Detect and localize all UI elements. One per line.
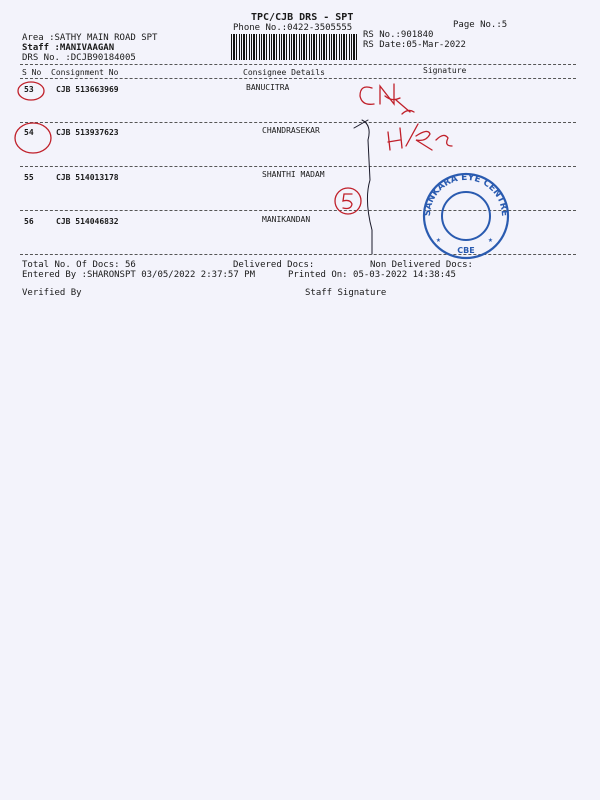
- stamp-bottom-text: CBE: [457, 246, 475, 255]
- row-consignee: BANUCITRA: [246, 83, 290, 92]
- row-sno: 55: [24, 173, 34, 182]
- printed-on: Printed On: 05-03-2022 14:38:45: [288, 270, 456, 280]
- phone-number: Phone No.:0422-3505555: [233, 23, 353, 33]
- stamp-top-text: SANKARA EYE CENTRE: [422, 172, 510, 217]
- row-consignment: CJB 514013178: [56, 173, 119, 182]
- non-delivered-docs: Non Delivered Docs:: [370, 260, 473, 270]
- row-consignee: SHANTHI MADAM: [262, 170, 325, 179]
- row-sno: 56: [24, 217, 34, 226]
- staff-signature: Staff Signature: [305, 288, 387, 298]
- signature-scrawl-cn: [360, 84, 414, 114]
- drs-number: DRS No. :DCJB90184005: [22, 53, 136, 63]
- row-consignment: CJB 513937623: [56, 128, 119, 137]
- rs-number: RS No.:901840: [363, 30, 434, 40]
- row-consignee: MANIKANDAN: [262, 215, 311, 224]
- page-number: Page No.:5: [453, 20, 508, 30]
- row-sno: 54: [24, 128, 34, 137]
- row-consignment: CJB 514046832: [56, 217, 119, 226]
- row-53-circle: [18, 82, 44, 100]
- document-title: TPC/CJB DRS - SPT: [251, 12, 354, 23]
- column-header-sno: S No: [22, 68, 42, 77]
- staff-label: Staff :MANIVAAGAN: [22, 43, 115, 53]
- row-consignee: CHANDRASEKAR: [262, 126, 320, 135]
- entered-by: Entered By :SHARONSPT 03/05/2022 2:37:57 PM: [22, 270, 255, 280]
- stamp-seal: [416, 170, 516, 260]
- stamp-inner-ring: [442, 192, 490, 240]
- digit-5-mark: [343, 194, 352, 209]
- delivered-docs: Delivered Docs:: [233, 260, 315, 270]
- total-docs: Total No. Of Docs: 56: [22, 260, 136, 270]
- svg-text:SANKARA EYE CENTRE: [423, 173, 509, 217]
- column-header-consignee: Consignee Details: [243, 68, 325, 77]
- star-icon: ★: [488, 235, 493, 244]
- area-label: Area :SATHY MAIN ROAD SPT: [22, 33, 158, 43]
- row-consignment: CJB 513663969: [56, 85, 119, 94]
- verified-by: Verified By: [22, 288, 82, 298]
- column-header-signature: Signature: [423, 66, 467, 75]
- star-icon: ★: [436, 235, 441, 244]
- row-54-circle: [15, 123, 51, 153]
- rs-date: RS Date:05-Mar-2022: [363, 40, 466, 50]
- signature-scrawl-hr: [388, 124, 452, 150]
- signature-vertical-line: [362, 120, 372, 254]
- column-header-consignment: Consignment No: [51, 68, 119, 77]
- row-sno: 53: [24, 85, 34, 94]
